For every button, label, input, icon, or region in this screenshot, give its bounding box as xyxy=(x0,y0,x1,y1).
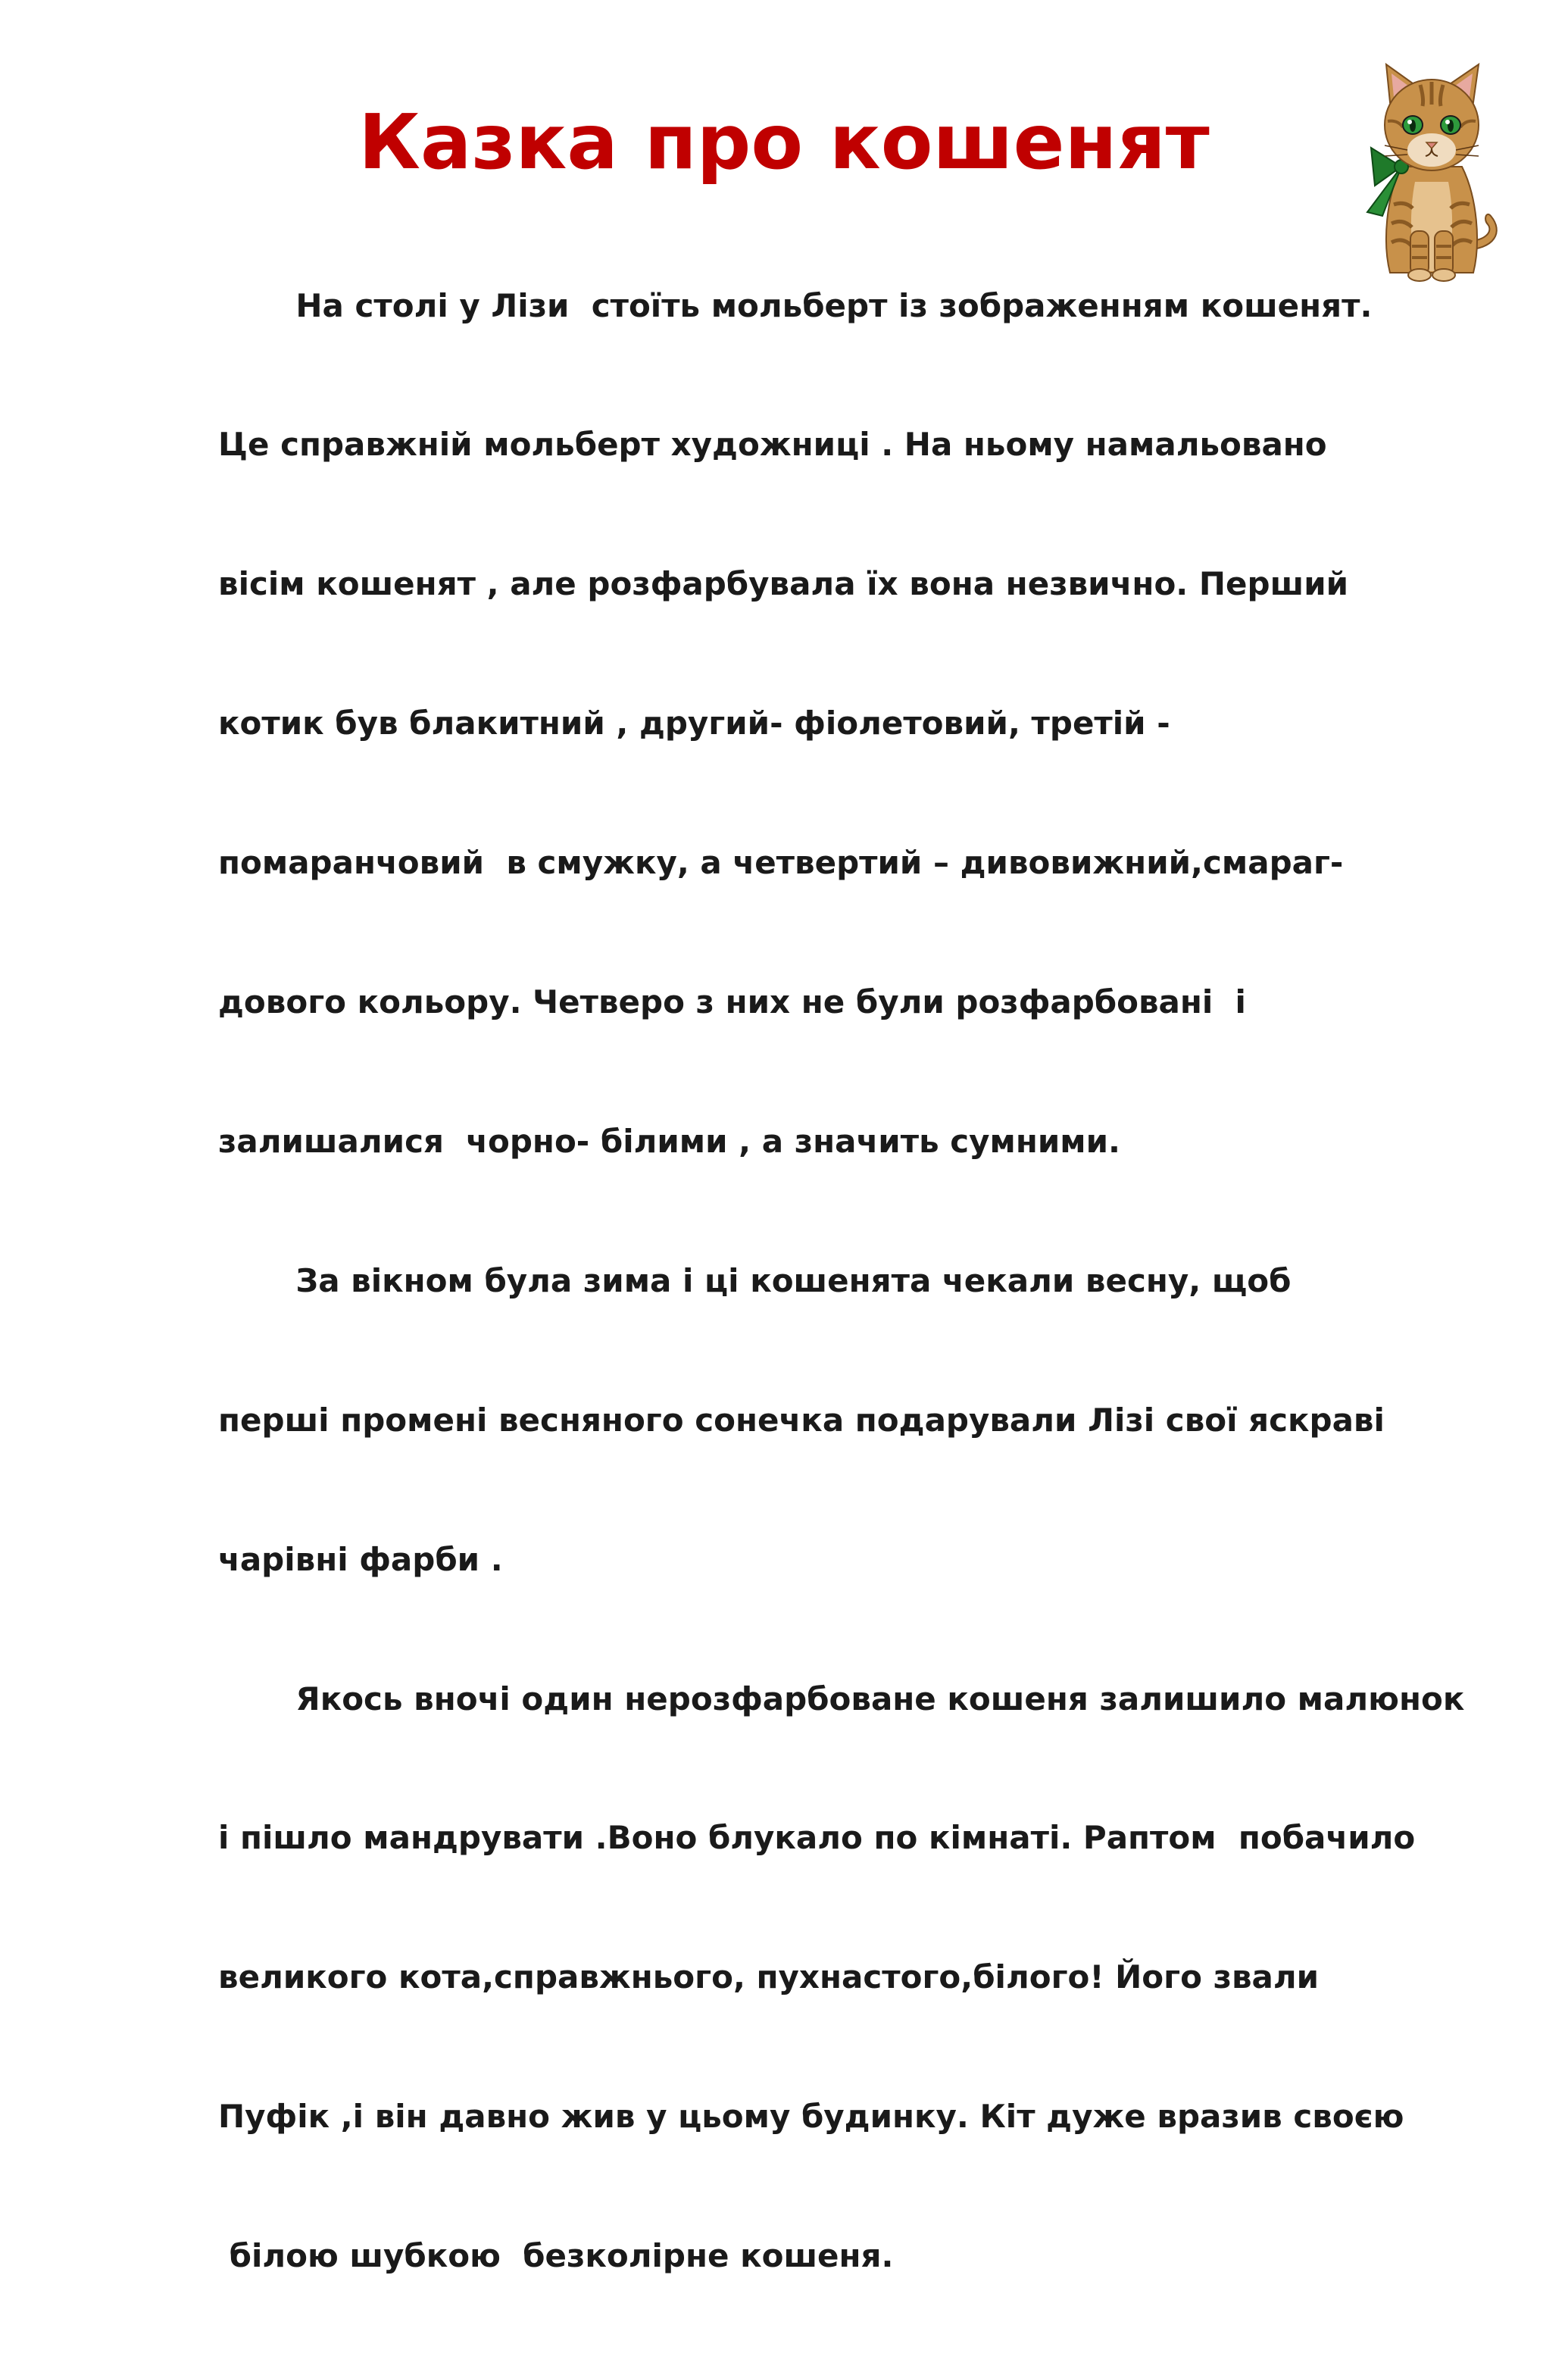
story-line: білою шубкою безколірне кошеня. xyxy=(218,2237,894,2275)
story-line: За вікном була зима і ці кошенята чекали весну, щоб xyxy=(218,1261,1292,1299)
kitten-illustration xyxy=(1356,61,1507,284)
story-line: залишалися чорно- білими , а значить сумними. xyxy=(218,1122,1121,1160)
story-line: і пішло мандрувати .Воно блукало по кімнаті. Раптом побачило xyxy=(218,1819,1416,1857)
story-line: перші промені весняного сонечка подарували Лізі свої яскраві xyxy=(218,1401,1385,1439)
story-line: котик був блакитний , другий- фіолетовий, третій - xyxy=(218,705,1170,742)
story-line: дового кольору. Четверо з них не були розфарбовані і xyxy=(218,983,1246,1021)
story-line: великого кота,справжнього, пухнастого,білого! Його звали xyxy=(218,1958,1320,1996)
story-line: чарівні фарби . xyxy=(218,1540,503,1578)
story-text xyxy=(218,189,1465,2372)
story-line: вісім кошенят , але розфарбувала їх вона незвично. Перший xyxy=(218,565,1349,603)
story-line: Це справжній мольберт художниці . На ньому намальовано xyxy=(218,426,1327,464)
slide-title: Казка про кошенят xyxy=(358,98,1210,186)
story-line: помаранчовий в смужку, а четвертий – дивовижний,смараг- xyxy=(218,844,1344,882)
story-line: Пуфік ,і він давно жив у цьому будинку. Кіт дуже вразив своєю xyxy=(218,2098,1404,2136)
story-line: На столі у Лізи стоїть мольберт із зображенням кошенят. xyxy=(218,286,1373,324)
story-line: Якось вночі один нерозфарбоване кошеня залишило малюнок xyxy=(218,1680,1465,1717)
